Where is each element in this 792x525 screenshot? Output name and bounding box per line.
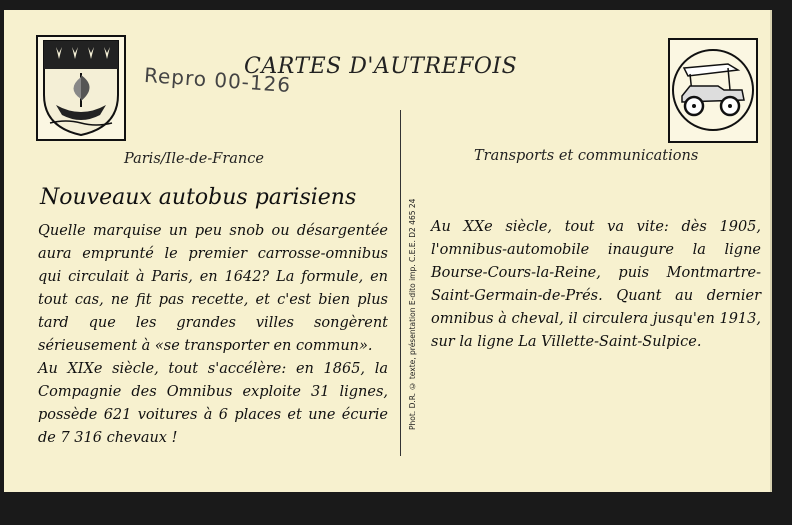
- left-paragraph-1: Quelle marquise un peu snob ou désargentée aura emprunté le premier carrosse-omnibus qui circulait à Paris, en 1642? La formule, en tout cas, ne fit pas recette, et c'est bien plus tard que les grandes villes songèrent sérieusement à «se transporter en commun».: [38, 223, 388, 354]
- left-paragraph-2: Au XIXe siècle, tout s'accélère: en 1865, la Compagnie des Omnibus exploite 31 lignes, possède 621 voitures à 6 places et une écurie de 7 316 chevaux !: [38, 361, 388, 446]
- right-column: [431, 216, 761, 354]
- column-divider: [400, 110, 401, 456]
- vintage-car-icon: [668, 38, 758, 143]
- article-heading: Nouveaux autobus parisiens: [40, 185, 357, 210]
- paris-coat-of-arms-icon: [36, 35, 126, 141]
- postcard-back: [4, 10, 772, 492]
- right-paragraph: Au XXe siècle, tout va vite: dès 1905, l'omnibus-automobile inaugure la ligne Bourse-Cours-la-Reine, puis Montmartre-Saint-Germain-de-Prés. Quant au dernier omnibus à cheval, il circulera jusqu'en 1913, sur la ligne La Villette-Saint-Sulpice.: [431, 219, 761, 350]
- right-category: Transports et communications: [474, 148, 699, 164]
- series-title: CARTES D'AUTREFOIS: [244, 54, 518, 79]
- left-category: Paris/Ile-de-France: [124, 151, 264, 167]
- handwritten-reference: Repro 00-126: [143, 62, 292, 98]
- photo-credit: Phot. D.R. © texte, présentation E-dito imp. C.E.E. D2 465 24: [408, 198, 417, 430]
- left-column: [38, 220, 388, 450]
